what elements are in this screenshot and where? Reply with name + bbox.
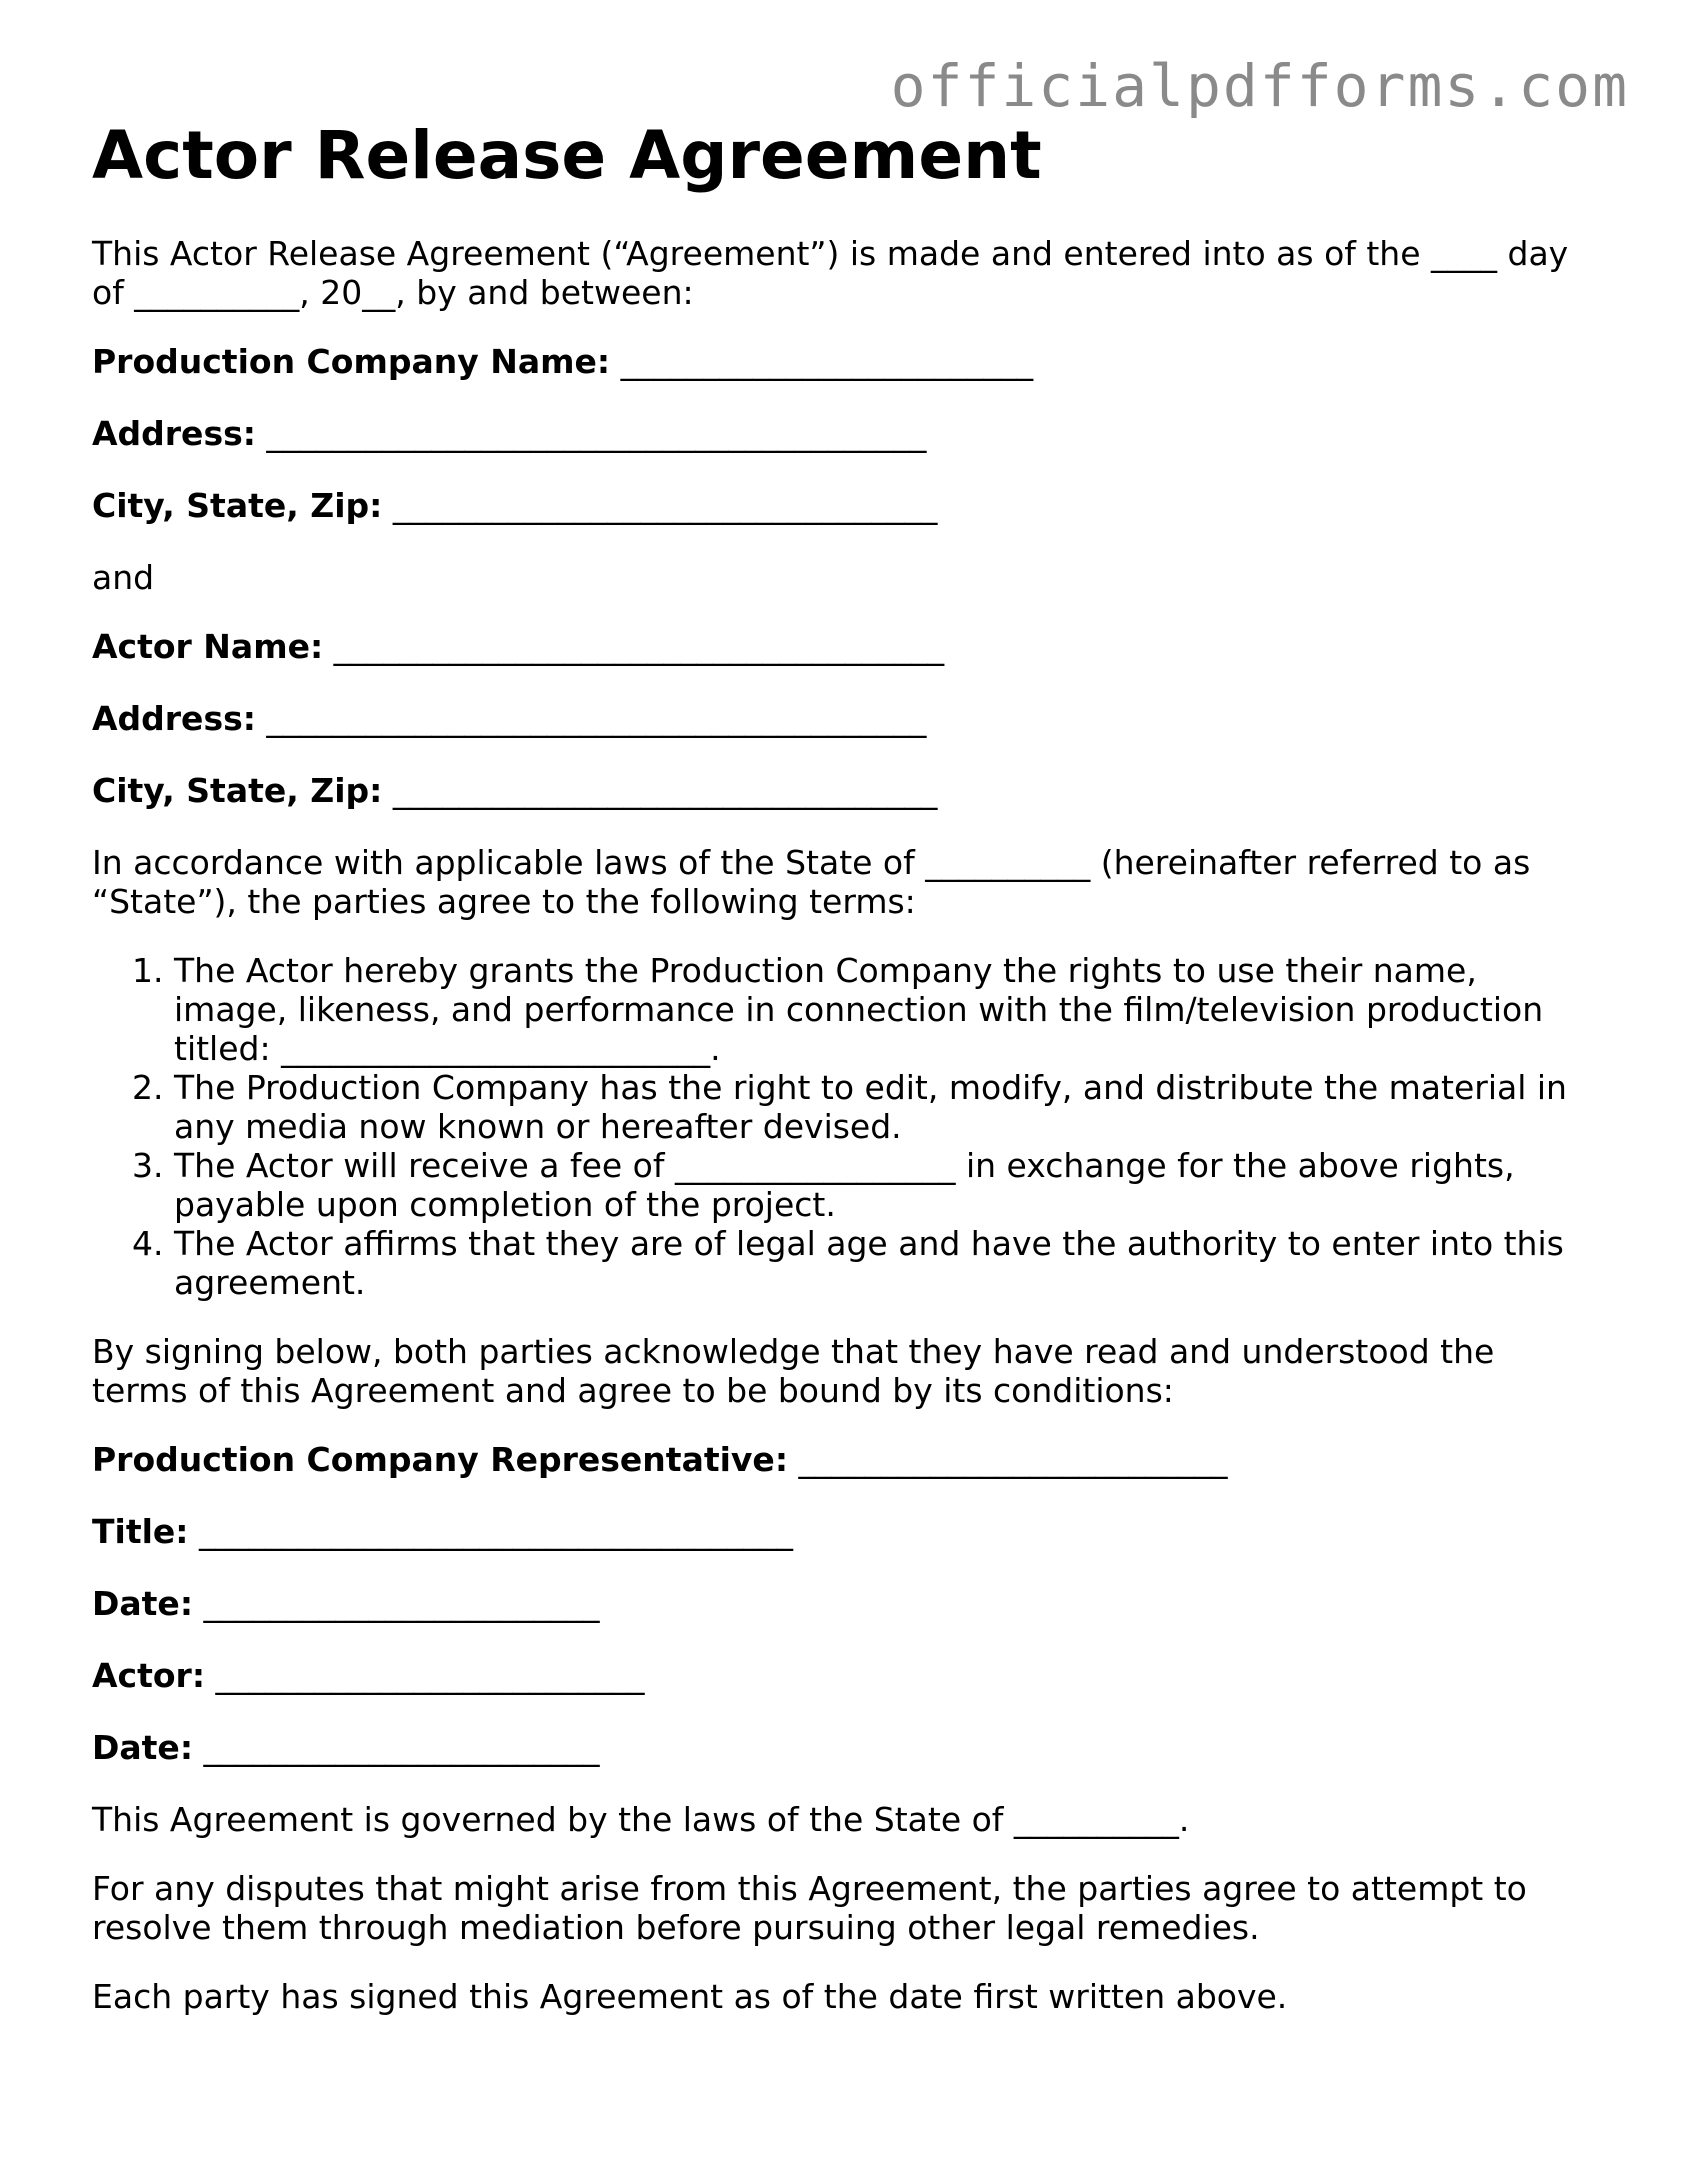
field-label: Address:	[92, 413, 256, 453]
production-company-name-field	[92, 342, 1592, 381]
actor-city-field	[92, 771, 1592, 810]
field-label: Date:	[92, 1583, 194, 1623]
blank-line[interactable]: _________________________________	[392, 485, 938, 525]
blank-line[interactable]: ________________________________________	[266, 413, 927, 453]
closing-paragraph: Each party has signed this Agreement as of the date first written above.	[92, 1976, 1288, 2016]
blank-line[interactable]: __________________________	[215, 1655, 645, 1695]
blank-line[interactable]: ________________________________________	[266, 698, 927, 738]
field-label: Date:	[92, 1727, 194, 1767]
and-text: and	[92, 557, 155, 597]
blank-line[interactable]: _________________________	[620, 341, 1034, 381]
actor-address-field	[92, 699, 1592, 738]
field-label: City, State, Zip:	[92, 770, 383, 810]
term-item: 2. The Production Company has the right to edit, modify, and distribute the material in any media now known or hereafter devised.	[174, 1068, 1592, 1146]
actor-date-field	[92, 1728, 1592, 1767]
actor-name-field	[92, 627, 1592, 666]
blank-line[interactable]: _________________________________	[392, 770, 938, 810]
production-company-city-field	[92, 486, 1592, 525]
field-label: Production Company Representative:	[92, 1439, 789, 1479]
accordance-paragraph: In accordance with applicable laws of the State of __________ (hereinafter referred to as “State”), the parties agree to the following terms:	[92, 842, 1531, 921]
field-label: City, State, Zip:	[92, 485, 383, 525]
term-item: 3. The Actor will receive a fee of _________________ in exchange for the above rights, payable upon completion of the project.	[174, 1146, 1592, 1224]
term-item: 4. The Actor affirms that they are of legal age and have the authority to enter into this agreement.	[174, 1224, 1592, 1302]
watermark: officialpdfforms.com	[890, 52, 1629, 120]
production-company-address-field	[92, 414, 1592, 453]
field-label: Actor:	[92, 1655, 206, 1695]
document-page	[92, 118, 1592, 2046]
representative-signature-field	[92, 1440, 1592, 1479]
blank-line[interactable]: __________________________	[798, 1439, 1228, 1479]
terms-list	[92, 951, 1592, 1302]
actor-signature-field	[92, 1656, 1592, 1695]
field-label: Address:	[92, 698, 256, 738]
governed-paragraph: This Agreement is governed by the laws of the State of __________.	[92, 1799, 1190, 1839]
intro-paragraph: This Actor Release Agreement (“Agreement”) is made and entered into as of the ____ day of __________, 20__, by and between:	[92, 233, 1569, 312]
field-label: Actor Name:	[92, 626, 324, 666]
acknowledge-paragraph: By signing below, both parties acknowledge that they have read and understood the terms of this Agreement and agree to be bound by its conditions:	[92, 1331, 1495, 1410]
blank-line[interactable]: ________________________	[203, 1583, 600, 1623]
disputes-paragraph: For any disputes that might arise from this Agreement, the parties agree to attempt to resolve them through mediation before pursuing other legal remedies.	[92, 1868, 1527, 1947]
blank-line[interactable]: ____________________________________	[199, 1511, 793, 1551]
field-label: Production Company Name:	[92, 341, 611, 381]
field-label: Title:	[92, 1511, 189, 1551]
representative-date-field	[92, 1584, 1592, 1623]
term-item: 1. The Actor hereby grants the Production Company the rights to use their name, image, likeness, and performance in connection with the film/television production titled: __________________________.	[174, 951, 1592, 1068]
representative-title-field	[92, 1512, 1592, 1551]
blank-line[interactable]: ________________________	[203, 1727, 600, 1767]
document-title: Actor Release Agreement	[92, 117, 1042, 194]
blank-line[interactable]: _____________________________________	[333, 626, 945, 666]
